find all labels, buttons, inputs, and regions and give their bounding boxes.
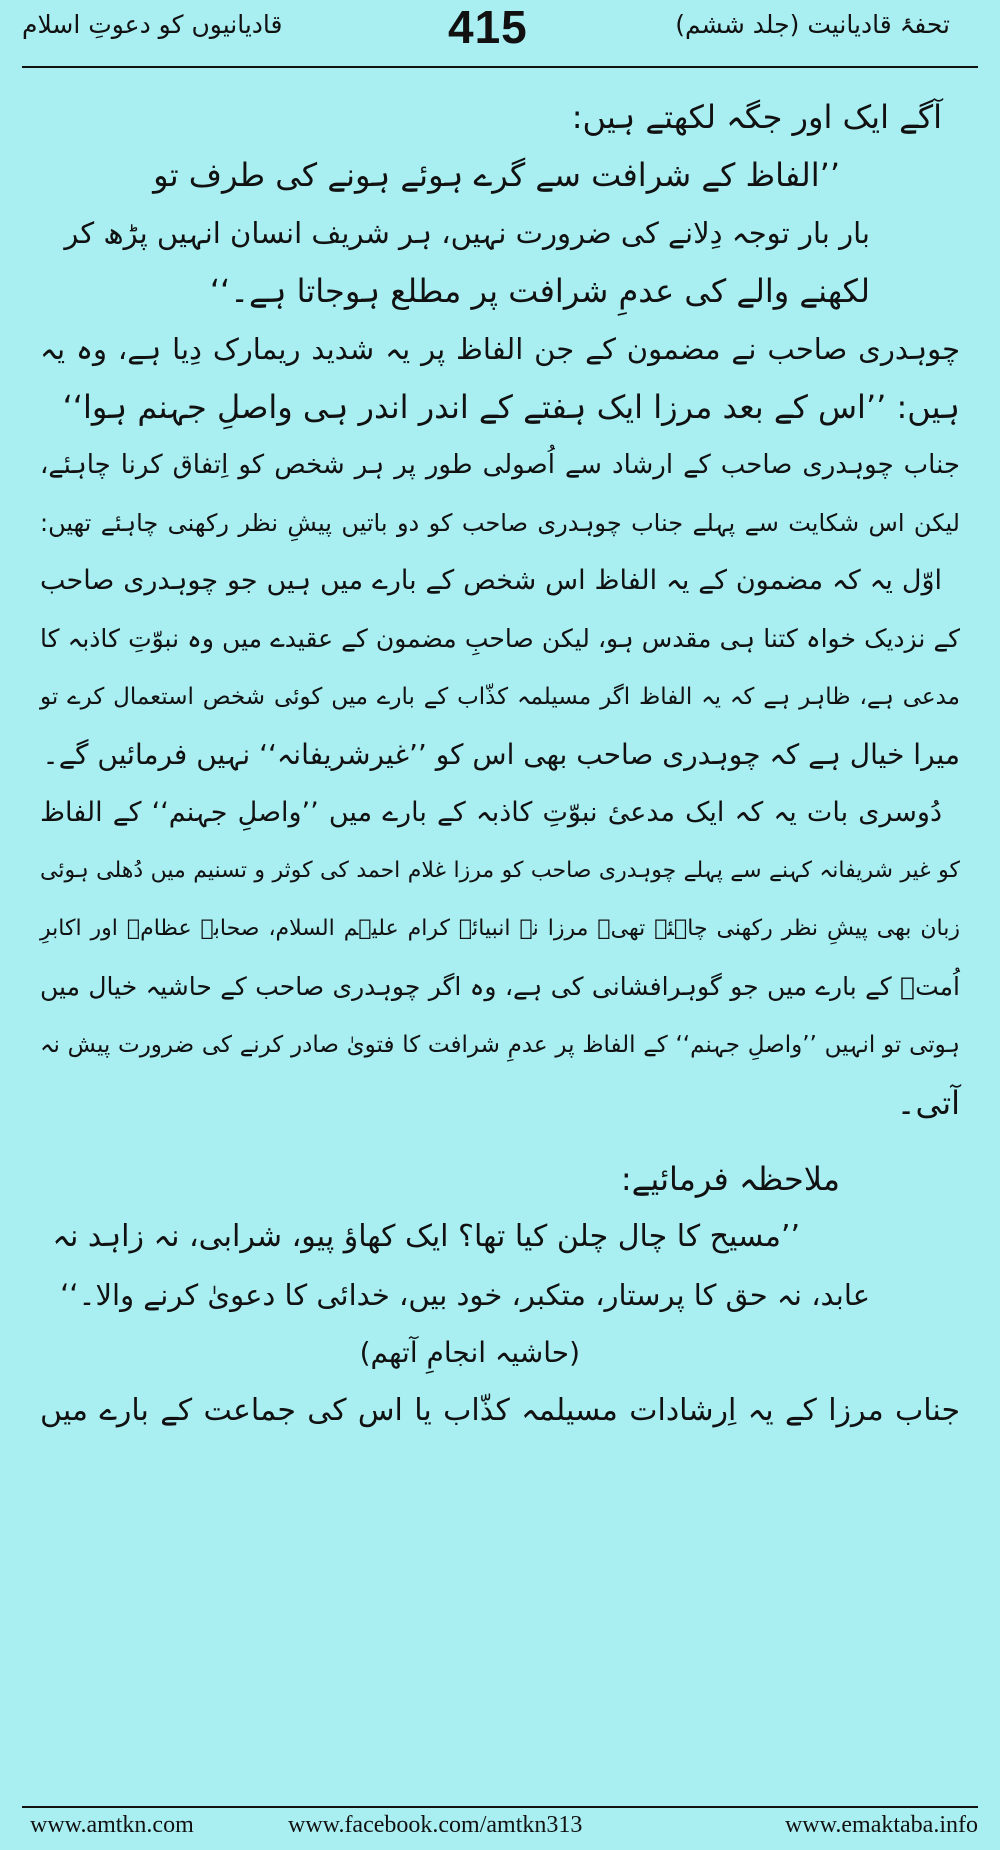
text-line: میرا خیال ہے کہ چوہدری صاحب بھی اس کو ’’غیرشریفانہ‘‘ نہیں فرمائیں گے۔ [42,738,960,771]
text-line: جناب مرزا کے یہ اِرشادات مسیلمہ کذّاب یا اس کی جماعت کے بارے میں [40,1393,960,1428]
text-line: اُمتؒ کے بارے میں جو گوہرافشانی کی ہے، وہ اگر چوہدری صاحب کے حاشیہ خیال میں [40,972,960,1001]
page-footer [22,1812,978,1844]
page-number: 415 [448,1,528,53]
text-line: لیکن اس شکایت سے پہلے جناب چوہدری صاحب کو دو باتیں پیشِ نظر رکھنی چاہئے تھیں: [40,509,960,537]
text-line: کو غیر شریفانہ کہنے سے پہلے چوہدری صاحب کو مرزا غلام احمد کی کوثر و تسنیم میں دُھلی ہوئی [40,858,960,883]
footer-divider [22,1806,978,1808]
quote-line: ’’الفاظ کے شرافت سے گرے ہوئے ہونے کی طرف تو [153,156,840,194]
footer-link-emaktaba[interactable]: www.emaktaba.info [784,1812,978,1838]
quote-line: عابد، نہ حق کا پرستار، متکبر، خود بیں، خدائی کا دعویٰ کرنے والا۔‘‘ [60,1278,870,1312]
text-line: اوّل یہ کہ مضمون کے یہ الفاظ اس شخص کے بارے میں ہیں جو چوہدری صاحب [40,565,942,596]
quote-line: بار بار توجہ دِلانے کی ضرورت نہیں، ہر شریف انسان انہیں پڑھ کر [64,216,870,250]
page-header [0,0,1000,70]
text-line: ہیں: ’’اس کے بعد مرزا ایک ہفتے کے اندر اندر ہی واصلِ جہنم ہوا‘‘ [62,388,960,426]
text-line: ملاحظہ فرمائیے: [620,1160,840,1198]
chapter-title: قادیانیوں کو دعوتِ اسلام [22,10,283,39]
citation: (حاشیہ انجامِ آتھم) [359,1336,580,1369]
book-title: تحفۂ قادیانیت (جلد ششم) [675,10,950,39]
text-line: دُوسری بات یہ کہ ایک مدعیٔ نبوّتِ کاذبہ کے بارے میں ’’واصلِ جہنم‘‘ کے الفاظ [40,797,942,828]
footer-link-facebook[interactable]: www.facebook.com/amtkn313 [288,1812,583,1838]
text-line: آگے ایک اور جگہ لکھتے ہیں: [571,98,942,136]
text-line: مدعی ہے، ظاہر ہے کہ یہ الفاظ اگر مسیلمہ کذّاب کے بارے میں کوئی شخص استعمال کرے تو [40,684,960,710]
text-line: کے نزدیک خواہ کتنا ہی مقدس ہو، لیکن صاحبِ مضمون کے عقیدے میں وہ نبوّتِ کاذبہ کا [40,624,960,653]
text-line: ہوتی تو انہیں ’’واصلِ جہنم‘‘ کے الفاظ پر عدمِ شرافت کا فتویٰ صادر کرنے کی ضرورت پیش نہ [40,1032,960,1058]
text-line: زبان بھی پیشِ نظر رکھنی چاہئے تھی۔ مرزا نے انبیائے کرام علیہم السلام، صحابہ عظامؓ اور اکابرِ [40,916,960,941]
quote-line: ’’مسیح کا چال چلن کیا تھا؟ ایک کھاؤ پیو، شرابی، نہ زاہد نہ [52,1219,800,1254]
text-line: چوہدری صاحب نے مضمون کے جن الفاظ پر یہ شدید ریمارک دِیا ہے، وہ یہ [40,332,960,366]
footer-link-amtkn[interactable]: www.amtkn.com [30,1812,194,1838]
text-line: آتی۔ [896,1084,960,1122]
page-body [40,88,960,1440]
header-divider [22,66,978,68]
quote-line: لکھنے والے کی عدمِ شرافت پر مطلع ہوجاتا ہے۔‘‘ [209,272,870,310]
text-line: جناب چوہدری صاحب کے ارشاد سے اُصولی طور پر ہر شخص کو اِتفاق کرنا چاہئے، [40,450,960,480]
